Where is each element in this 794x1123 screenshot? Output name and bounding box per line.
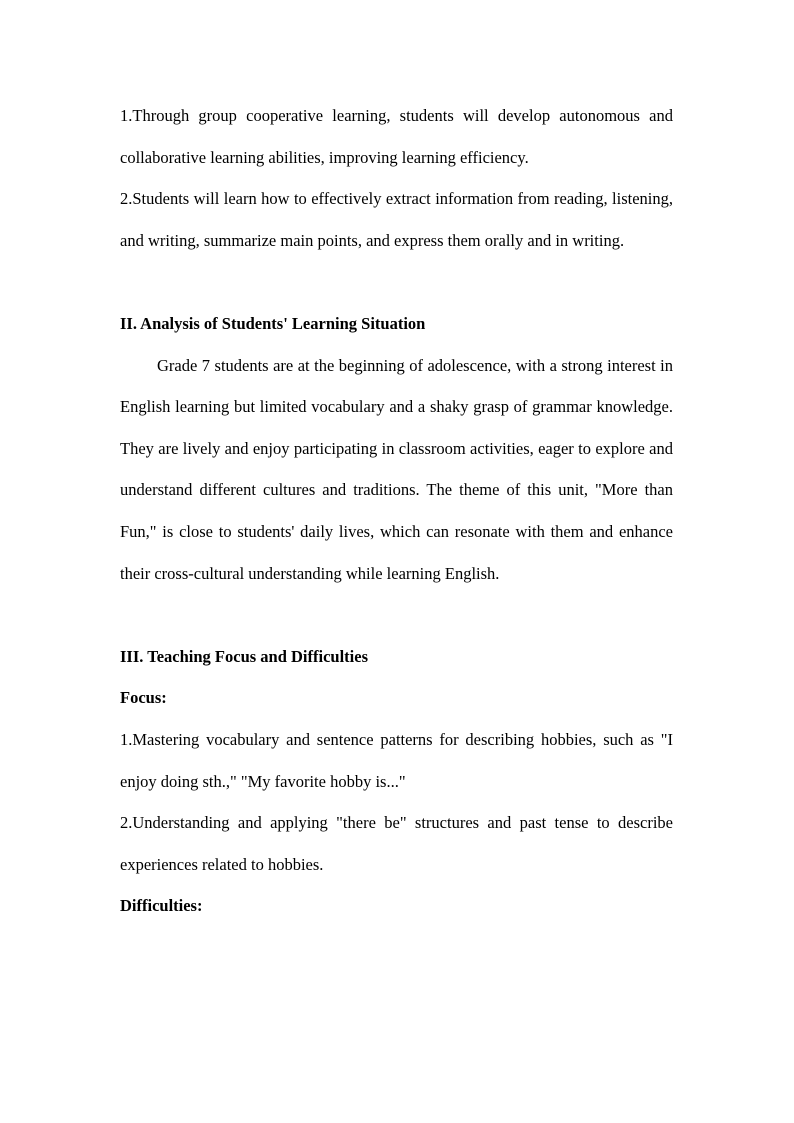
document-body [120,95,673,927]
section-spacer [120,261,673,303]
objective-item-2: 2.Students will learn how to effectively extract information from reading, listening, and writing, summarize main points, and express them orally and in writing. [120,189,673,250]
objective-item-1: 1.Through group cooperative learning, students will develop autonomous and collaborative learning abilities, improving learning efficiency. [120,106,673,167]
difficulties-label: Difficulties: [120,896,203,916]
section-heading-focus-difficulties: III. Teaching Focus and Difficulties [120,646,368,666]
learning-situation-paragraph: Grade 7 students are at the beginning of adolescence, with a strong interest in English learning but limited vocabulary and a shaky grasp of grammar knowledge. They are lively and enjoy participating in classroom activities, eager to explore and understand different cultures and traditions. The theme of this unit, "More than Fun," is close to students' daily lives, which can resonate with them and enhance their cross-cultural understanding while learning English. [120,355,673,583]
section-spacer [120,594,673,636]
section-heading-learning-situation: II. Analysis of Students' Learning Situation [120,313,426,333]
focus-item-2: 2.Understanding and applying "there be" structures and past tense to describe experiences related to hobbies. [120,813,673,874]
focus-item-1: 1.Mastering vocabulary and sentence patterns for describing hobbies, such as "I enjoy doing sth.," "My favorite hobby is..." [120,729,673,791]
focus-label: Focus: [120,688,167,708]
